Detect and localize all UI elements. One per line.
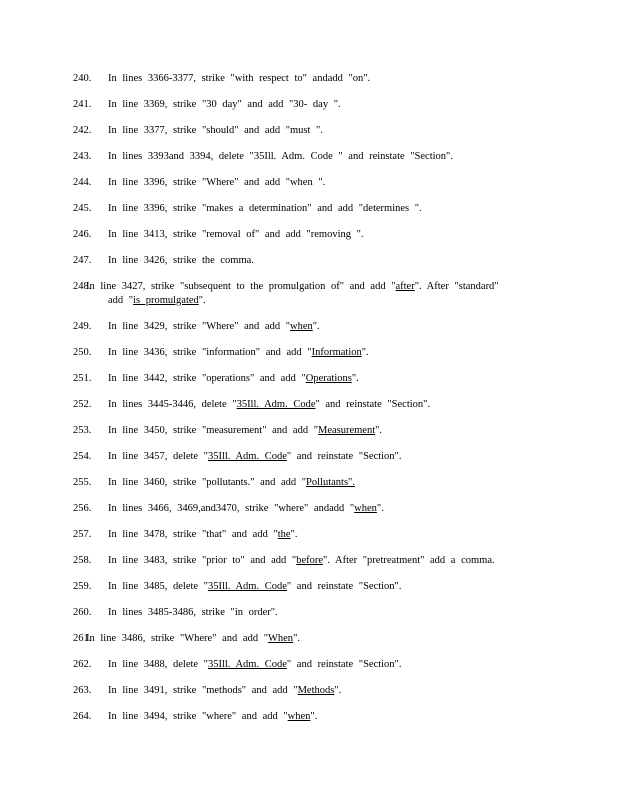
list-item [0, 150, 618, 164]
list-item [0, 320, 618, 334]
inserted-text: When [267, 633, 294, 644]
inserted-text: Measurement [317, 425, 376, 436]
item-number: 253. [73, 425, 92, 436]
item-text: In line 3429, strike "Where" and add "when". [108, 321, 320, 332]
list-item [0, 632, 618, 646]
item-number: 258. [73, 555, 92, 566]
list-item [0, 502, 618, 516]
item-number: 247. [73, 255, 92, 266]
inserted-text: 35Ill. Adm. Code [207, 581, 287, 592]
item-text: In line 3486, strike "Where" and add "When". [86, 633, 300, 644]
inserted-text: when [287, 711, 311, 722]
item-text: In line 3413, strike "removal of" and add "removing ". [108, 229, 364, 240]
list-item [0, 202, 618, 216]
item-text: In line 3396, strike "Where" and add "when ". [108, 177, 326, 188]
inserted-text: 35Ill. Adm. Code [207, 451, 287, 462]
item-text: In line 3426, strike the comma. [108, 255, 254, 266]
item-text: In line 3442, strike "operations" and add "Operations". [108, 373, 359, 384]
list-item [0, 554, 618, 568]
item-text: In line 3460, strike "pollutants." and add "Pollutants". [108, 477, 355, 488]
item-text-continued: add "is promulgated". [108, 295, 206, 306]
item-text: In line 3483, strike "prior to" and add "before". After "pretreatment" add a comma. [108, 555, 495, 566]
list-item [0, 346, 618, 360]
item-text: In line 3488, delete "35Ill. Adm. Code" and reinstate "Section". [108, 659, 402, 670]
item-text: In lines 3445-3446, delete "35Ill. Adm. Code" and reinstate "Section". [108, 399, 431, 410]
item-number: 250. [73, 347, 92, 358]
list-item [0, 710, 618, 724]
item-text: In line 3494, strike "where" and add "when". [108, 711, 318, 722]
inserted-text: before [296, 555, 324, 566]
inserted-text: 35Ill. Adm. Code [207, 659, 287, 670]
item-number: 251. [73, 373, 92, 384]
item-text: In line 3450, strike "measurement" and add "Measurement". [108, 425, 383, 436]
item-text: In lines 3485-3486, strike "in order". [108, 607, 278, 618]
inserted-text: is promulgated [133, 295, 199, 306]
item-number: 243. [73, 151, 92, 162]
item-number: 245. [73, 203, 92, 214]
list-item [0, 72, 618, 86]
item-text: In lines 3393and 3394, delete "35Ill. Adm. Code " and reinstate "Section". [108, 151, 453, 162]
item-number: 248. [73, 281, 92, 292]
item-number: 263. [73, 685, 92, 696]
inserted-text: the [277, 529, 291, 540]
item-text: In line 3491, strike "methods" and add "Methods". [108, 685, 342, 696]
item-number: 241. [73, 99, 92, 110]
item-number: 242. [73, 125, 92, 136]
list-item [0, 658, 618, 672]
list-item [0, 606, 618, 620]
item-text: In line 3485, delete "35Ill. Adm. Code" and reinstate "Section". [108, 581, 402, 592]
inserted-text: when [354, 503, 377, 514]
inserted-text: when [289, 321, 313, 332]
list-item [0, 424, 618, 438]
item-number: 261. [73, 633, 92, 644]
item-number: 240. [73, 73, 92, 84]
inserted-text: Information [311, 347, 362, 358]
list-item [0, 580, 618, 594]
item-text: In lines 3366-3377, strike "with respect to" andadd "on". [108, 73, 371, 84]
item-text: In lines 3466, 3469,and3470, strike "where" andadd "when". [108, 503, 384, 514]
list-item [0, 280, 618, 306]
item-number: 246. [73, 229, 92, 240]
item-text: In line 3478, strike "that" and add "the". [108, 529, 298, 540]
list-item [0, 528, 618, 542]
item-number: 252. [73, 399, 92, 410]
item-number: 254. [73, 451, 92, 462]
list-item [0, 228, 618, 242]
item-text: In line 3457, delete "35Ill. Adm. Code" and reinstate "Section". [108, 451, 402, 462]
item-number: 262. [73, 659, 92, 670]
list-item [0, 372, 618, 386]
list-item [0, 450, 618, 464]
item-number: 249. [73, 321, 92, 332]
list-item [0, 476, 618, 490]
inserted-text: after [395, 281, 415, 292]
item-number: 256. [73, 503, 92, 514]
list-item [0, 176, 618, 190]
list-item [0, 124, 618, 138]
item-text: In line 3436, strike "information" and add "Information". [108, 347, 369, 358]
inserted-text: 35Ill. Adm. Code [236, 399, 316, 410]
item-number: 264. [73, 711, 92, 722]
item-text: In line 3369, strike "30 day" and add "30- day ". [108, 99, 341, 110]
list-item [0, 684, 618, 698]
item-text: In line 3377, strike "should" and add "must ". [108, 125, 323, 136]
list-item [0, 398, 618, 412]
item-number: 259. [73, 581, 92, 592]
item-number: 260. [73, 607, 92, 618]
inserted-text: Operations [305, 373, 352, 384]
item-number: 257. [73, 529, 92, 540]
list-item [0, 98, 618, 112]
list-item [0, 254, 618, 268]
inserted-text: Pollutants". [306, 477, 355, 488]
item-text: In line 3396, strike "makes a determination" and add "determines ". [108, 203, 422, 214]
inserted-text: Methods [297, 685, 335, 696]
item-number: 244. [73, 177, 92, 188]
item-text: In line 3427, strike "subsequent to the promulgation of" and add "after". After "standard" [86, 281, 499, 292]
item-number: 255. [73, 477, 92, 488]
